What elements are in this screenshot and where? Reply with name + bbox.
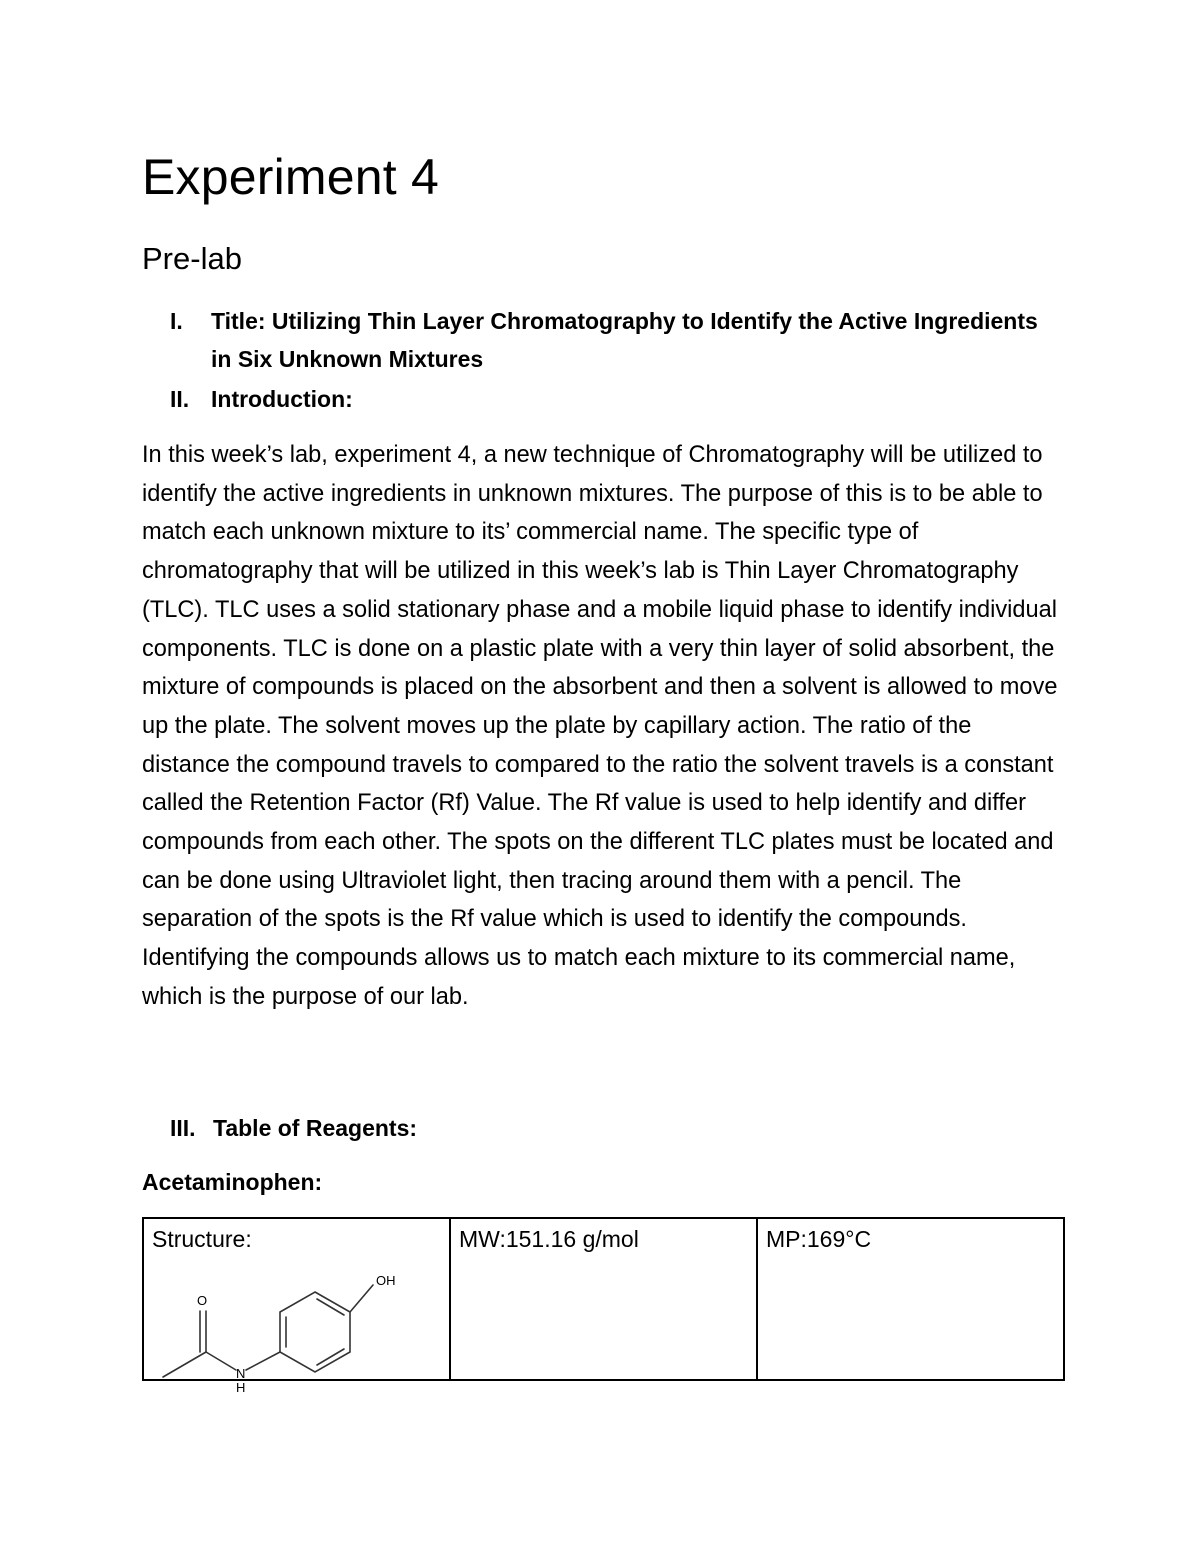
acetaminophen-structure-icon [152, 1255, 442, 1395]
section-numeral: III. [170, 1115, 196, 1141]
molecular-weight-cell [450, 1218, 757, 1380]
melting-point-cell [757, 1218, 1064, 1380]
section-numeral: II. [170, 386, 190, 412]
section-heading: Title: Utilizing Thin Layer Chromatography to Identify the Active Ingredients in Six Unknown Mixtures [211, 308, 1038, 372]
melting-point: MP:169°C [766, 1226, 872, 1252]
reagent-table [142, 1217, 1065, 1395]
atom-label-n: N [236, 1366, 246, 1381]
section-heading: Introduction: [211, 386, 353, 412]
section-numeral: I. [170, 308, 183, 334]
document-subtitle: Pre-lab [142, 241, 242, 276]
reagent-name: Acetaminophen: [142, 1169, 323, 1195]
atom-label-o: O [197, 1293, 208, 1308]
atom-label-h: H [236, 1380, 246, 1395]
document-title: Experiment 4 [142, 149, 439, 205]
atom-label-oh: OH [376, 1273, 396, 1288]
section-heading: Table of Reagents: [213, 1115, 418, 1141]
section-introduction [170, 380, 570, 420]
section-reagents [170, 1109, 570, 1149]
structure-cell [143, 1218, 450, 1395]
section-title [170, 302, 1050, 382]
molecular-weight: MW:151.16 g/mol [459, 1226, 639, 1252]
table-row [143, 1218, 1064, 1380]
structure-label: Structure: [152, 1226, 252, 1252]
introduction-paragraph: In this week’s lab, experiment 4, a new technique of Chromatography will be utilized to identify the active ingredients in unknown mixtures. The purpose of this is to be able to match each unknown mixture to its’ commercial name. The specific type of chromatography that will be utilized in this week’s lab is Thin Layer Chromatography (TLC). TLC uses a solid stationary phase and a mobile liquid phase to identify individual components. TLC is done on a plastic plate with a very thin layer of solid absorbent, the mixture of compounds is placed on the absorbent and then a solvent is allowed to move up the plate. The solvent moves up the plate by capillary action. The ratio of the distance the compound travels to compared to the ratio the solvent travels is a constant called the Retention Factor (Rf) Value. The Rf value is used to help identify and differ compounds from each other. The spots on the different TLC plates must be located and can be done using Ultraviolet light, then tracing around them with a pencil. The separation of the spots is the Rf value which is used to identify the compounds. Identifying the compounds allows us to match each mixture to its commercial name, which is the purpose of our lab. [142, 442, 1058, 1010]
